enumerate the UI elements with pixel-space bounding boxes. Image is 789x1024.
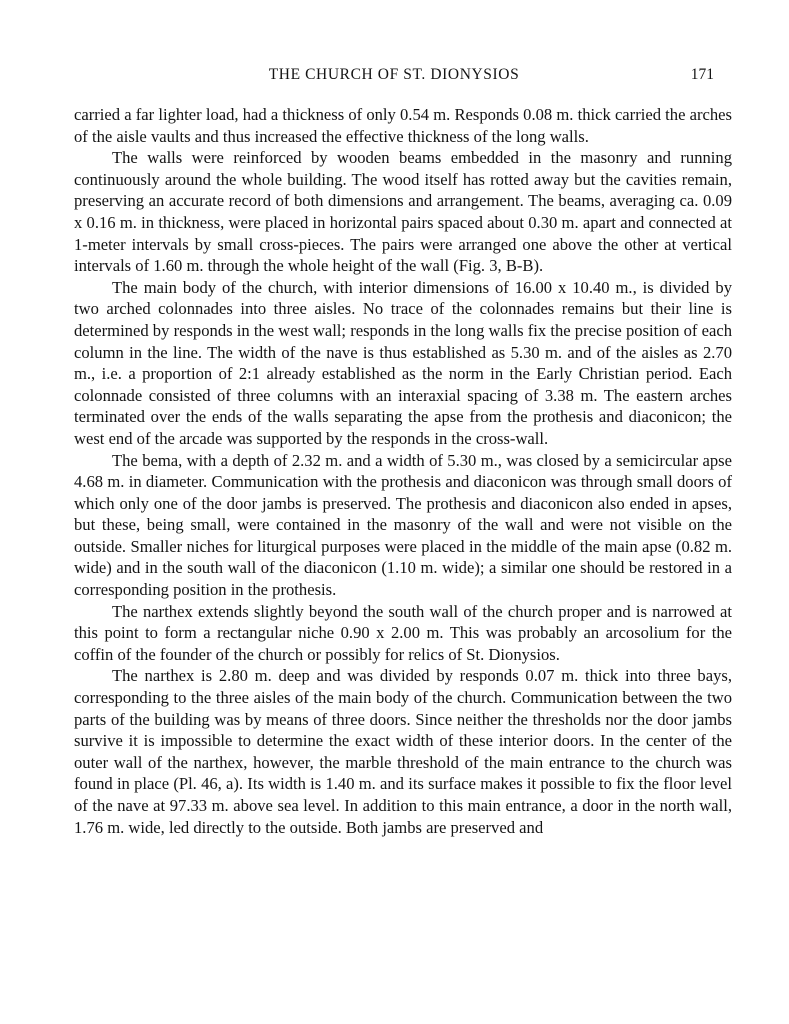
running-title: THE CHURCH OF ST. DIONYSIOS (268, 66, 520, 83)
paragraph-narthex-bays: The narthex is 2.80 m. deep and was divided by responds 0.07 m. thick into three bays, corresponding to the three aisles of the main body of the church. Communication between the two parts of the building was by means of three doors. Since neither the thresholds nor the door jambs survive it is impossible to determine the exact width of these interior doors. In the center of the outer wall of the narthex, however, the marble threshold of the main entrance to the church was found in place (Pl. 46, a). Its width is 1.40 m. and its surface makes it possible to fix the floor level of the nave at 97.33 m. above sea level. In addition to this main entrance, a door in the north wall, 1.76 m. wide, led directly to the outside. Both jambs are preserved and (74, 666, 732, 837)
paragraph-wooden-beams: The walls were reinforced by wooden beams embedded in the masonry and running continuously around the whole building. The wood itself has rotted away but the cavities remain, preserving an accurate record of both dimensions and arrangement. The beams, averaging ca. 0.09 x 0.16 m. in thickness, were placed in horizontal pairs spaced about 0.30 m. apart and connected at 1-meter intervals by small cross-pieces. The pairs were arranged one above the other at vertical intervals of 1.60 m. through the whole height of the wall (Fig. 3, B-B). (74, 148, 732, 276)
paragraph-continuation: carried a far lighter load, had a thickness of only 0.54 m. Responds 0.08 m. thick carried the arches of the aisle vaults and thus increased the effective thickness of the long walls. (74, 105, 732, 146)
paragraph-bema: The bema, with a depth of 2.32 m. and a width of 5.30 m., was closed by a semicircular apse 4.68 m. in diameter. Communication with the prothesis and diaconicon was through small doors of which only one of the door jambs is preserved. The prothesis and diaconicon also ended in apses, but these, being small, were contained in the masonry of the wall and were not visible on the outside. Smaller niches for liturgical purposes were placed in the middle of the main apse (0.82 m. wide) and in the south wall of the diaconicon (1.10 m. wide); a similar one should be restored in a corresponding position in the prothesis. (74, 450, 732, 600)
page-number: 171 (690, 66, 714, 83)
body-text (74, 104, 732, 838)
paragraph-narthex-niche: The narthex extends slightly beyond the south wall of the church proper and is narrowed at this point to form a rectangular niche 0.90 x 2.00 m. This was probably an arcosolium for the coffin of the founder of the church or possibly for relics of St. Dionysios. (74, 601, 732, 664)
paragraph-main-body: The main body of the church, with interior dimensions of 16.00 x 10.40 m., is divided by two arched colonnades into three aisles. No trace of the colonnades remains but their line is determined by responds in the west wall; responds in the long walls fix the precise position of each column in the line. The width of the nave is thus established as 5.30 m. and of the aisles as 2.70 m., i.e. a proportion of 2:1 already established as the norm in the Early Christian period. Each colonnade consisted of three columns with an interaxial spacing of 3.38 m. The eastern arches terminated over the ends of the walls separating the apse from the prothesis and diaconicon; the west end of the arcade was supported by the responds in the cross-wall. (74, 277, 732, 448)
running-head (74, 66, 714, 88)
